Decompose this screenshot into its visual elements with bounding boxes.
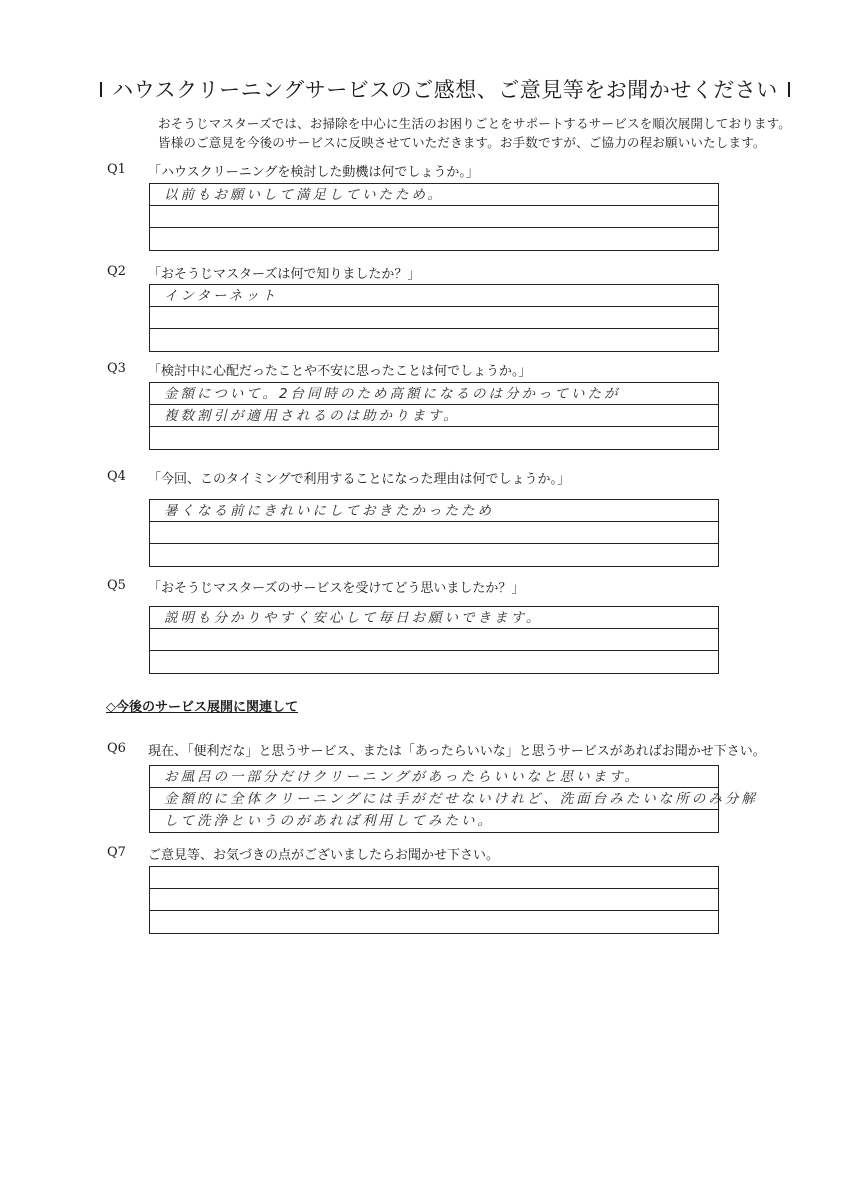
page-title [100, 74, 790, 104]
answer-line [150, 329, 718, 351]
handwritten-answer: 暑くなる前にきれいにしておきたかったため [164, 503, 494, 519]
answer-line [150, 867, 718, 889]
handwritten-answer: インターネット [164, 288, 279, 304]
intro-line-1: おそうじマスターズでは、お掃除を中心に生活のお困りごとをサポートするサービスを順次展開しております。 [158, 116, 792, 131]
question-text: ご意見等、お気づきの点がございましたらお聞かせ下さい。 [148, 848, 500, 863]
answer-line [150, 629, 718, 651]
question-text: 「おそうじマスターズは何で知りましたか？」 [148, 267, 421, 282]
answer-line [150, 206, 718, 228]
title-text: ハウスクリーニングサービスのご感想、ご意見等をお聞かせください [112, 78, 778, 102]
handwritten-answer: 金額について。2台同時のため高額になるのは分かっていたが [164, 386, 621, 402]
answer-line [150, 285, 718, 307]
answer-line [150, 427, 718, 449]
handwritten-answer: お風呂の一部分だけクリーニングがあったらいいなと思います。 [164, 769, 642, 785]
question-number: Q3 [107, 361, 126, 376]
question-number: Q4 [107, 469, 126, 484]
answer-box-q2 [149, 284, 719, 352]
answer-line [150, 544, 718, 566]
question-text: 「ハウスクリーニングを検討した動機は何でしょうか。」 [148, 165, 479, 180]
handwritten-answer: 金額的に全体クリーニングには手がだせないけれど、洗面台みたいな所のみ分解 [164, 791, 758, 807]
section-heading: ◇今後のサービス展開に関連して [106, 700, 298, 715]
answer-box-q7 [149, 866, 719, 934]
square-bullet-icon [100, 82, 102, 97]
question-number: Q7 [107, 845, 126, 860]
answer-line [150, 405, 718, 427]
intro-line-2: 皆様のご意見を今後のサービスに反映させていただきます。お手数ですが、ご協力の程お願いいたします。 [158, 135, 766, 150]
question-text: 「検討中に心配だったことや不安に思ったことは何でしょうか。」 [148, 364, 532, 379]
question-number: Q5 [107, 578, 126, 593]
answer-box-q6 [149, 765, 758, 833]
answer-box-q1 [149, 183, 719, 251]
answer-line [150, 651, 718, 673]
answer-line [150, 766, 718, 788]
handwritten-answer: して洗浄というのがあれば利用してみたい。 [164, 813, 494, 829]
square-bullet-icon [788, 82, 790, 97]
answer-line [150, 307, 718, 329]
answer-box-q3 [149, 382, 719, 450]
handwritten-answer: 複数割引が適用されるのは助かります。 [164, 408, 460, 424]
answer-line [150, 184, 718, 206]
answer-box-q5 [149, 606, 719, 674]
question-text: 「今回、このタイミングで利用することになった理由は何でしょうか。」 [148, 472, 570, 487]
handwritten-answer: 説明も分かりやすく安心して毎日お願いできます。 [164, 610, 543, 626]
answer-box-q4 [149, 499, 719, 567]
answer-line [150, 500, 718, 522]
handwritten-answer: 以前もお願いして満足していたため。 [164, 187, 444, 203]
answer-line [150, 522, 718, 544]
question-text: 現在、「便利だな」と思うサービス、または「あったらいいな」と思うサービスがあればお聞かせ下さい。 [148, 744, 766, 759]
question-number: Q1 [107, 162, 126, 177]
answer-line [150, 911, 718, 933]
answer-line [150, 607, 718, 629]
answer-line [150, 383, 718, 405]
question-number: Q2 [107, 264, 126, 279]
answer-line [150, 228, 718, 250]
question-number: Q6 [107, 741, 126, 756]
answer-line [150, 889, 718, 911]
question-text: 「おそうじマスターズのサービスを受けてどう思いましたか？」 [148, 581, 525, 596]
answer-line [150, 810, 718, 832]
answer-line [150, 788, 758, 810]
